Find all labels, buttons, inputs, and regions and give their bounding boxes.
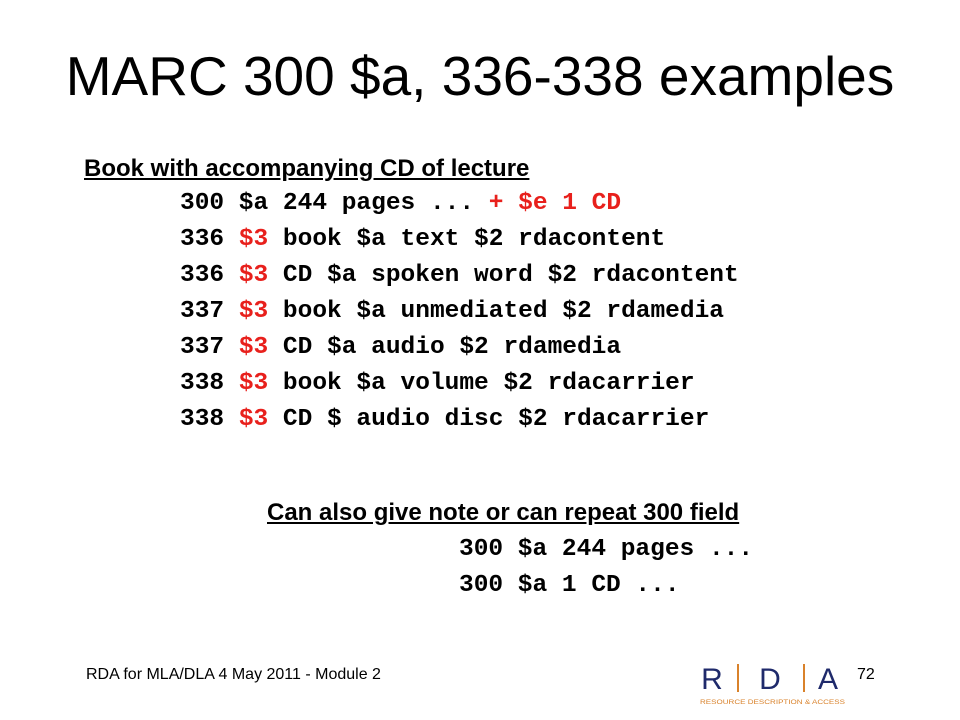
section1-line	[180, 186, 739, 222]
logo-letter-r: R	[701, 663, 723, 696]
section2-line	[459, 532, 753, 568]
subfield-code: $3	[238, 406, 269, 433]
section2-heading: Can also give note or can repeat 300 field	[267, 499, 740, 526]
section2-code-block	[459, 532, 753, 604]
field-text: CD $ audio disc $2 rdacarrier	[268, 406, 710, 433]
field-text: 338	[180, 370, 239, 397]
section1-line	[180, 366, 739, 402]
subfield-code: + $e 1 CD	[488, 190, 622, 217]
section2-line	[459, 568, 753, 604]
section1-code-block	[180, 186, 739, 438]
logo-divider	[803, 664, 805, 692]
subfield-code: $3	[238, 226, 269, 253]
field-text: 338	[180, 406, 239, 433]
section1-line	[180, 222, 739, 258]
subfield-code: $3	[238, 334, 269, 361]
section1-heading: Book with accompanying CD of lecture	[84, 155, 530, 182]
subfield-code: $3	[238, 370, 269, 397]
field-text: 300 $a 244 pages ...	[180, 190, 489, 217]
field-text: book $a volume $2 rdacarrier	[268, 370, 695, 397]
page-number: 72	[857, 666, 875, 683]
field-text: CD $a audio $2 rdamedia	[268, 334, 622, 361]
section1-line	[180, 258, 739, 294]
logo-letter-a: A	[817, 663, 839, 696]
field-text: 336	[180, 262, 239, 289]
subfield-code: $3	[238, 262, 269, 289]
subfield-code: $3	[238, 298, 269, 325]
field-text: 336	[180, 226, 239, 253]
section1-line	[180, 330, 739, 366]
logo-tagline: RESOURCE DESCRIPTION & ACCESS	[700, 700, 845, 706]
field-text: book $a text $2 rdacontent	[268, 226, 666, 253]
field-text: 300 $a 1 CD ...	[459, 572, 680, 599]
footer-text: RDA for MLA/DLA 4 May 2011 - Module 2	[86, 666, 381, 683]
rda-logo	[700, 658, 845, 708]
logo-letter-d: D	[759, 663, 781, 696]
field-text: CD $a spoken word $2 rdacontent	[268, 262, 739, 289]
field-text: 337	[180, 334, 239, 361]
section1-line	[180, 294, 739, 330]
section1-line	[180, 402, 739, 438]
slide-title: MARC 300 $a, 336-338 examples	[65, 45, 895, 107]
logo-divider	[737, 664, 739, 692]
field-text: 300 $a 244 pages ...	[459, 536, 754, 563]
field-text: 337	[180, 298, 239, 325]
field-text: book $a unmediated $2 rdamedia	[268, 298, 724, 325]
